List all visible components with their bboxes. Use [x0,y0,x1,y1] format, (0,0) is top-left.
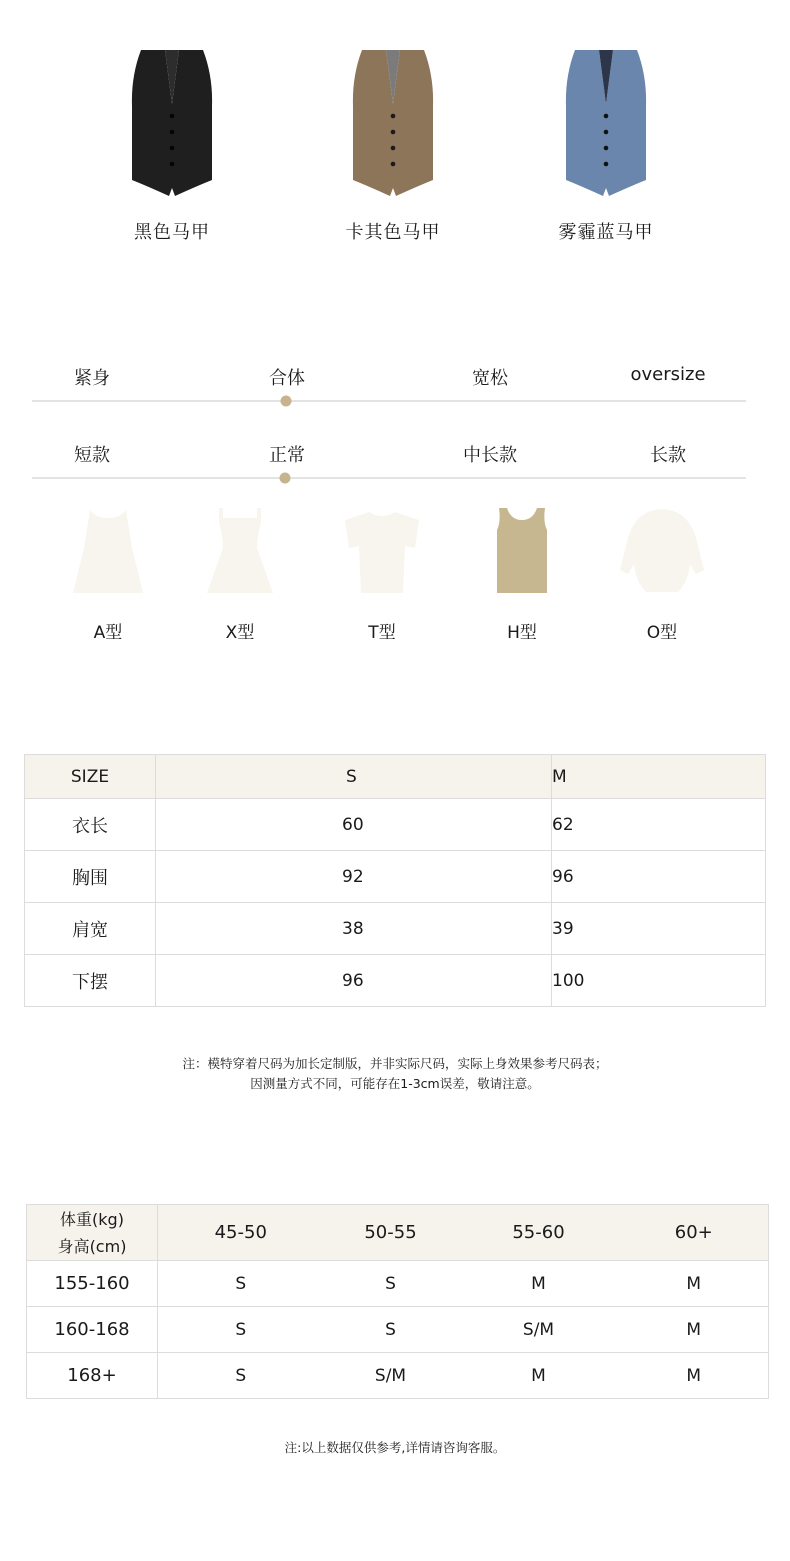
vest-blue[interactable] [526,46,686,244]
row-label: 肩宽 [25,903,156,955]
size-cell: S/M [324,1353,458,1399]
table-row [25,851,766,903]
size-cell: S [158,1307,324,1353]
recommend-header [27,1205,769,1261]
table-row [25,955,766,1007]
weight-range: 60+ [620,1205,769,1261]
a-shape-icon [72,508,144,594]
fit-scale-line [32,400,746,402]
size-note-line-2: 因测量方式不同，可能存在1-3cm误差，敬请注意。 [250,1076,540,1091]
o-shape-icon [618,508,706,594]
table-row [27,1307,769,1353]
value-m: 62 [552,799,766,851]
vest-black-image [127,46,217,196]
size-cell: M [458,1261,620,1307]
size-cell: M [620,1307,769,1353]
weight-axis-label: 体重(kg) [60,1209,124,1229]
vest-black[interactable] [92,46,252,244]
length-scale-marker [280,473,291,484]
weight-range: 45-50 [158,1205,324,1261]
length-option-short: 短款 [74,445,110,466]
table-row [27,1353,769,1399]
size-cell: M [620,1353,769,1399]
value-s: 96 [156,955,552,1007]
value-m: 39 [552,903,766,955]
fit-option-tight: 紧身 [74,368,110,389]
x-shape-label: X型 [225,623,255,643]
length-option-long: 长款 [650,445,686,466]
height-range: 160-168 [27,1307,158,1353]
size-table [24,754,766,1007]
length-option-midlong: 中长款 [463,445,517,466]
value-s: 38 [156,903,552,955]
weight-range: 50-55 [324,1205,458,1261]
size-cell: S [324,1261,458,1307]
size-cell: M [620,1261,769,1307]
height-axis-label: 身高(cm) [57,1236,127,1256]
size-note-line-1: 注：模特穿着尺码为加长定制版，并非实际尺码，实际上身效果参考尺码表； [182,1056,608,1071]
vest-blue-label: 雾霾蓝马甲 [558,222,654,243]
vest-khaki-image [348,46,438,196]
size-table-header [25,755,766,799]
vest-khaki[interactable] [313,46,473,244]
size-header-s: S [156,755,552,799]
size-cell: S [324,1307,458,1353]
value-m: 100 [552,955,766,1007]
t-shape-label: T型 [368,623,396,643]
vest-black-label: 黑色马甲 [134,222,210,243]
height-range: 168+ [27,1353,158,1399]
size-cell: S/M [458,1307,620,1353]
height-range: 155-160 [27,1261,158,1307]
length-scale-line [32,477,746,479]
table-row [25,903,766,955]
o-shape-label: O型 [646,623,678,643]
weight-range: 55-60 [458,1205,620,1261]
corner-cell [27,1205,158,1261]
size-note [0,1054,790,1094]
vest-khaki-label: 卡其色马甲 [345,222,441,243]
row-label: 胸围 [25,851,156,903]
vest-blue-image [561,46,651,196]
fit-option-oversize: oversize [630,364,706,385]
h-shape-label: H型 [507,623,537,643]
h-shape-icon [495,508,549,594]
size-cell: S [158,1353,324,1399]
value-m: 96 [552,851,766,903]
value-s: 60 [156,799,552,851]
size-header-m: M [552,755,766,799]
x-shape-icon [205,508,275,594]
row-label: 下摆 [25,955,156,1007]
fit-scale-marker [281,396,292,407]
a-shape-label: A型 [93,623,123,643]
t-shape-icon [343,508,421,594]
fit-option-loose: 宽松 [472,368,508,389]
size-cell: S [158,1261,324,1307]
value-s: 92 [156,851,552,903]
row-label: 衣长 [25,799,156,851]
length-option-normal: 正常 [269,445,305,466]
size-recommendation-table [26,1204,769,1399]
size-cell: M [458,1353,620,1399]
fit-option-regular: 合体 [269,368,305,389]
table-row [27,1261,769,1307]
size-header-label: SIZE [25,755,156,799]
recommend-note: 注:以上数据仅供参考,详情请咨询客服。 [284,1440,506,1455]
table-row [25,799,766,851]
